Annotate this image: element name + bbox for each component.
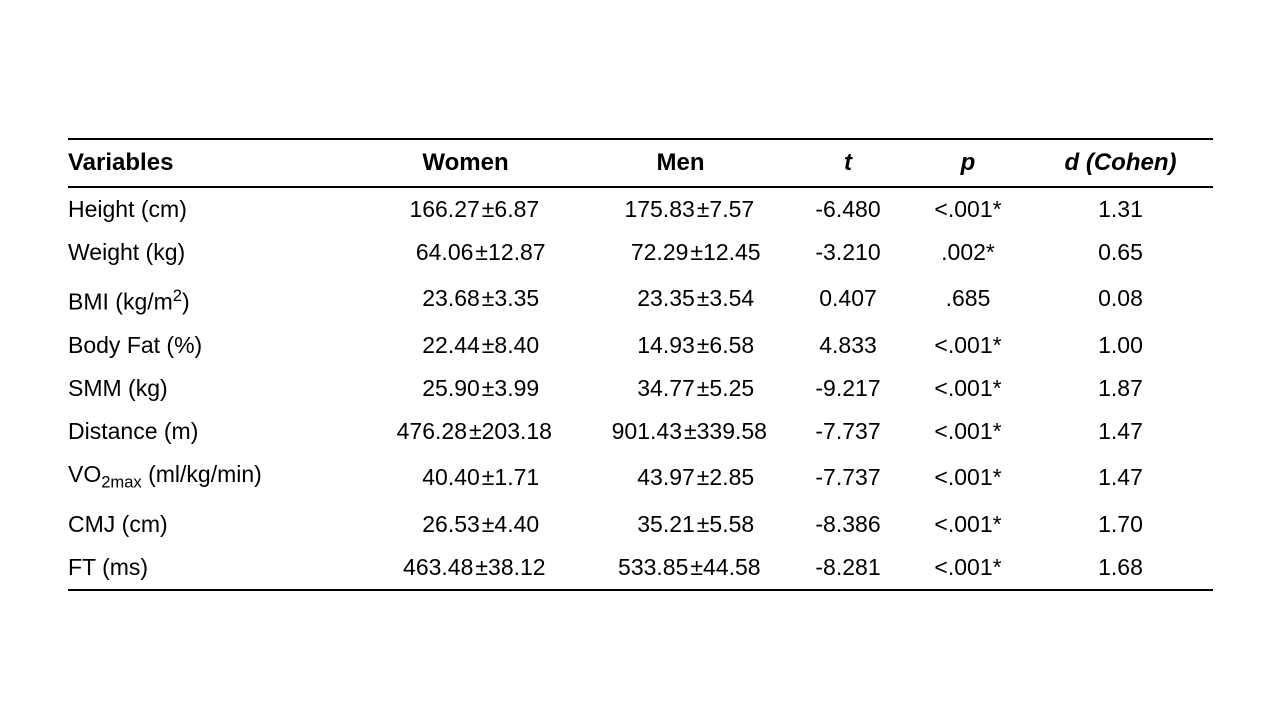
row-p-value: .685 <box>945 285 991 312</box>
column-header-variables: Variables <box>68 139 358 187</box>
table-head <box>68 139 1213 187</box>
row-t-value: -3.210 <box>815 239 881 265</box>
women-mean: 26.53 <box>422 511 480 538</box>
men-mean: 72.29 <box>630 239 689 265</box>
men-sd: ±3.54 <box>696 285 755 312</box>
row-d-value: 0.08 <box>1098 285 1143 312</box>
women-mean: 463.48 <box>403 554 474 581</box>
women-mean: 22.44 <box>422 331 480 358</box>
row-women-value <box>358 231 573 274</box>
row-men-value <box>573 546 788 590</box>
row-d-value: 1.87 <box>1098 374 1143 401</box>
row-variable-label: SMM (kg) <box>68 374 168 401</box>
table-row <box>68 453 1213 504</box>
row-women-value <box>358 367 573 410</box>
women-mean: 476.28 <box>396 417 467 444</box>
men-sd: ±5.58 <box>696 511 755 538</box>
row-women-value <box>358 187 573 231</box>
table-row <box>68 546 1213 590</box>
row-p-value: <.001* <box>934 464 1002 491</box>
row-women-value <box>358 324 573 367</box>
table-row <box>68 274 1213 324</box>
row-d-value: 0.65 <box>1098 239 1143 265</box>
men-mean: 901.43 <box>611 417 682 444</box>
men-mean: 23.35 <box>637 285 695 312</box>
men-mean: 35.21 <box>637 511 695 538</box>
row-variable-label: Body Fat (%) <box>68 331 203 358</box>
men-mean: 533.85 <box>618 554 689 581</box>
men-mean: 43.97 <box>637 464 695 491</box>
row-p-value: .002* <box>941 239 995 265</box>
row-women-value <box>358 453 573 504</box>
row-women-value <box>358 410 573 453</box>
men-sd: ±2.85 <box>696 464 755 491</box>
row-men-value <box>573 324 788 367</box>
row-women-value <box>358 546 573 590</box>
table-row <box>68 410 1213 453</box>
row-variable-label: Weight (kg) <box>68 239 186 265</box>
row-t-value: -8.281 <box>788 546 908 590</box>
women-sd: ±4.40 <box>481 511 540 538</box>
men-mean: 14.93 <box>637 331 695 358</box>
women-mean: 64.06 <box>415 239 474 265</box>
row-men-value <box>573 187 788 231</box>
column-header-men: Men <box>573 139 788 187</box>
men-sd: ±12.45 <box>690 239 761 265</box>
row-t-value: -8.386 <box>815 511 881 538</box>
row-variable-label: Distance (m) <box>68 417 199 444</box>
row-d-value: 1.00 <box>1098 331 1143 358</box>
row-d-value: 1.68 <box>1028 546 1213 590</box>
row-women-value <box>358 503 573 546</box>
men-sd: ±6.58 <box>696 331 755 358</box>
row-p-value: <.001* <box>934 511 1002 538</box>
row-d-value: 1.70 <box>1098 511 1143 538</box>
table-row <box>68 324 1213 367</box>
row-men-value <box>573 453 788 504</box>
statistics-table <box>68 138 1213 591</box>
row-d-value: 1.31 <box>1098 196 1143 222</box>
men-sd: ±339.58 <box>684 417 767 444</box>
row-men-value <box>573 503 788 546</box>
women-sd: ±12.87 <box>475 239 546 265</box>
column-header-t: t <box>788 139 908 187</box>
men-mean: 175.83 <box>624 196 695 222</box>
table-row <box>68 367 1213 410</box>
men-sd: ±5.25 <box>696 374 755 401</box>
row-t-value: -9.217 <box>815 374 881 401</box>
row-men-value <box>573 367 788 410</box>
row-d-value: 1.47 <box>1098 464 1143 491</box>
row-p-value: <.001* <box>908 546 1028 590</box>
table-row <box>68 503 1213 546</box>
column-header-p: p <box>908 139 1028 187</box>
women-mean: 166.27 <box>409 196 480 222</box>
row-p-value: <.001* <box>934 331 1002 358</box>
men-mean: 34.77 <box>637 374 695 401</box>
women-sd: ±3.99 <box>481 374 540 401</box>
women-sd: ±6.87 <box>481 196 540 222</box>
row-t-value: 4.833 <box>819 331 877 358</box>
table-header-row <box>68 139 1213 187</box>
row-p-value: <.001* <box>934 417 1002 444</box>
statistics-table-container <box>68 138 1213 591</box>
row-t-value: 0.407 <box>819 285 877 312</box>
row-women-value <box>358 274 573 324</box>
row-p-value: <.001* <box>934 196 1002 222</box>
row-t-value: -7.737 <box>815 417 881 444</box>
women-sd: ±3.35 <box>481 285 540 312</box>
men-sd: ±7.57 <box>696 196 755 222</box>
row-variable-label: FT (ms) <box>68 546 358 590</box>
women-mean: 25.90 <box>422 374 480 401</box>
row-d-value: 1.47 <box>1098 417 1143 444</box>
column-header-women: Women <box>358 139 573 187</box>
women-sd: ±1.71 <box>481 464 540 491</box>
column-header-d-cohen: d (Cohen) <box>1028 139 1213 187</box>
row-t-value: -7.737 <box>815 464 881 491</box>
table-row <box>68 231 1213 274</box>
table-row <box>68 187 1213 231</box>
row-variable-label: $VO_{2max}$ (ml/kg/min) <box>68 460 262 492</box>
women-sd: ±8.40 <box>481 331 540 358</box>
women-mean: 23.68 <box>422 285 480 312</box>
row-variable-label: Height (cm) <box>68 196 187 222</box>
men-sd: ±44.58 <box>690 554 761 581</box>
row-p-value: <.001* <box>934 374 1002 401</box>
women-mean: 40.40 <box>422 464 480 491</box>
women-sd: ±203.18 <box>469 417 552 444</box>
row-variable-label: BMI $(kg/m^2)$ <box>68 286 190 315</box>
table-body <box>68 187 1213 590</box>
row-variable-label: CMJ (cm) <box>68 511 168 538</box>
row-t-value: -6.480 <box>815 196 881 222</box>
row-men-value <box>573 274 788 324</box>
row-men-value <box>573 231 788 274</box>
women-sd: ±38.12 <box>475 554 546 581</box>
row-men-value <box>573 410 788 453</box>
